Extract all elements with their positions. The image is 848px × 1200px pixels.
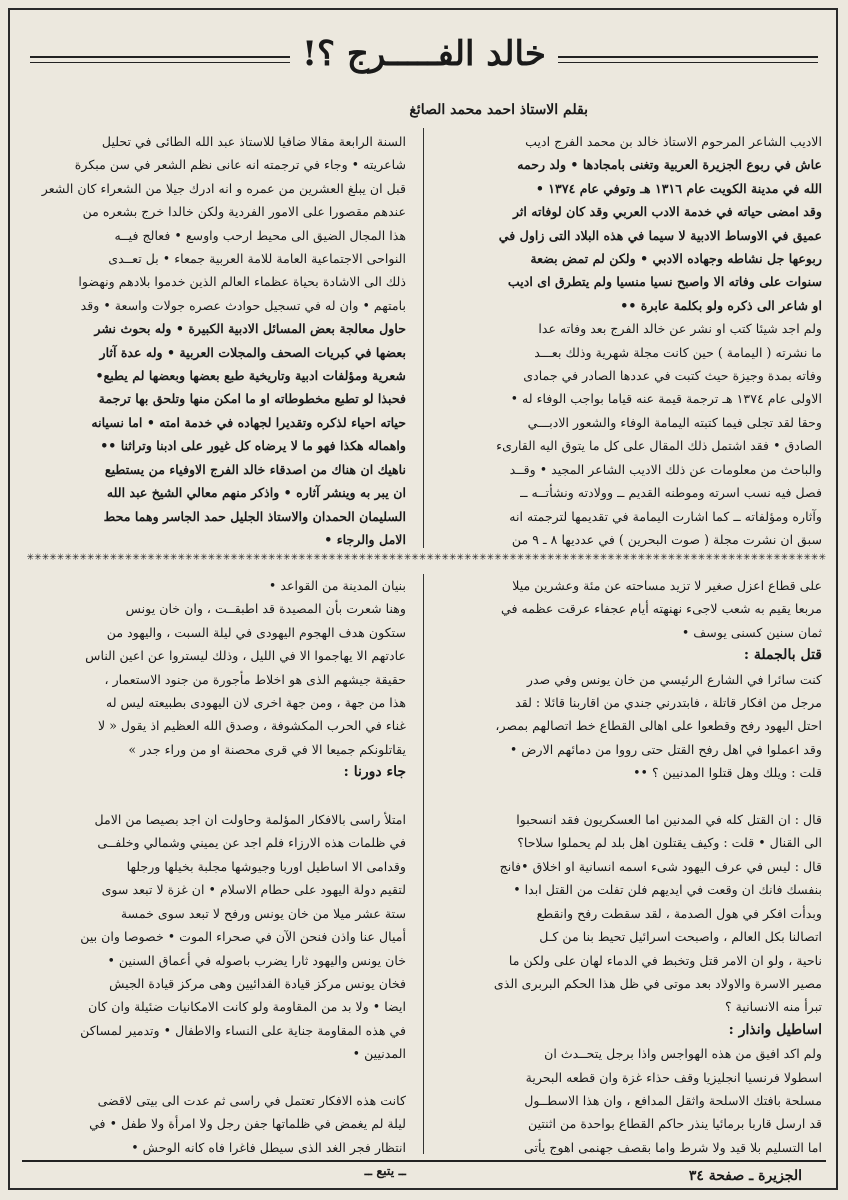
text-line: الاديب الشاعر المرحوم الاستاذ خالد بن محمد الفرج اديب — [525, 134, 822, 149]
text-line — [434, 785, 822, 808]
text-line: الامل والرجاء • — [324, 531, 406, 547]
text-line: اسطولا فرنسيا انجليزيا وقف حذاء غزة وان قطعه البحرية — [525, 1069, 822, 1085]
text-line: ان يبر به وينشر آثاره • واذكر منهم معالي الشيخ عبد الله — [106, 485, 406, 501]
text-line: امتلأ راسى بالافكار المؤلمة وحاولت ان اجد بصيصا من الامل — [94, 812, 406, 828]
text-line: وهنا شعرت بأن المصيدة قد اطبقــت ، وان خان يونس — [125, 601, 406, 617]
text-line: ايضا • ولا بد من المقاومة ولو كانت الامكانيات ضئيلة وان كان — [88, 999, 406, 1015]
text-line: كنت سائرا في الشارع الرئيسي من خان يونس وفي صدر — [526, 671, 822, 687]
text-line: وقد اعملوا في اهل رفح القتل حتى رووا من دمائهم الارض • — [509, 741, 822, 757]
text-line: وآثاره ومؤلفاته ــ كما اشارت اليمامة في تقديمها لترجمته انه — [509, 508, 822, 524]
article-title: خالد الفـــــرج ؟! — [302, 34, 546, 74]
title-rule-left-thin — [30, 62, 290, 63]
text-line: او شاعر الى ذكره ولو بكلمة عابرة •• — [620, 297, 822, 313]
section-heading: جاء دورنا : — [343, 764, 406, 781]
text-line: غناء في الحرب المكشوفة ، وصدق الله العظيم اذ يقول « لا — [98, 718, 406, 734]
text-line: سبق ان نشرت مجلة ( صوت البحرين ) في عدديها ٨ ـ ٩ من — [511, 531, 822, 547]
text-line: حاول معالجة بعض المسائل الادبية الكبيرة • وله بحوث نشر — [94, 321, 406, 337]
text-line: ولم اجد شيئا كتب او نشر عن خالد الفرج بعد وفاته عدا — [538, 321, 822, 337]
text-line: حقيقة جيشهم الذى هو اخلاط مأجورة من جنود الاستعمار ، — [104, 671, 406, 687]
text-line: مرجل من افكار قاتلة ، فابتدرني جندي من اقاربنا قائلا : لقد — [515, 695, 822, 711]
text-line: شعرية ومؤلفات ادبية وتاريخية طبع بعضها وبعضها لم يطبع• — [95, 368, 406, 384]
text-line: وقد امضى حياته في خدمة الادب العربي وقد كان لوفاته اثر — [512, 204, 822, 220]
title-block — [30, 30, 818, 86]
text-line: مسلحة بافتك الاسلحة واثقل المدافع ، وان هذا الاسطــول — [524, 1092, 822, 1108]
text-line: عميق في الاوساط الادبية لا سيما في هذه البلاد التى زاول في — [498, 227, 822, 243]
text-line: المدنيين • — [352, 1046, 406, 1062]
text-line: ما نشرته ( اليمامة ) حين كانت مجلة شهرية وذلك بعـــد — [534, 344, 822, 360]
text-line: ستكون هدف الهجوم اليهودى في ليلة السبت ، واليهود من — [106, 624, 406, 640]
text-line: ربوعها جل نشاطه وجهاده الادبي • ولكن لم تمض بضعة — [530, 251, 822, 267]
text-line: شاعريته • وجاء في ترجمته انه عانى نظم الشعر في سن مبكرة — [74, 157, 406, 173]
text-line: واهماله هكذا فهو ما لا يرضاه كل غيور على ادبنا وتراثنا •• — [100, 438, 406, 454]
section-divider: ✳✳✳✳✳✳✳✳✳✳✳✳✳✳✳✳✳✳✳✳✳✳✳✳✳✳✳✳✳✳✳✳✳✳✳✳✳✳✳✳✳✳✳✳✳✳✳✳✳✳✳✳✳✳✳✳✳✳✳✳✳✳✳✳✳✳✳✳✳✳✳✳✳✳✳✳✳✳✳✳✳✳✳✳✳✳✳✳✳✳✳✳✳✳✳✳✳✳✳✳✳✳✳✳✳✳ — [26, 553, 826, 563]
text-line: لتقيم دولة اليهود على حطام الاسلام • ان غزة لا تبعد سوى — [101, 882, 406, 898]
text-line: النواحى الاجتماعية العامة للامة العربية جمعاء • بل تعــدى — [108, 251, 406, 267]
bottom-right-column — [434, 574, 822, 1159]
text-line: بامتهم • وان له في تسجيل حوادث عصره جولات واسعة • وقد — [80, 297, 406, 313]
text-line: هذا المجال الضيق الى محيط ارحب واوسع • فعالج فيــه — [114, 227, 406, 243]
section-heading: اساطيل وانذار : — [728, 1021, 822, 1038]
text-line: قال : ان القتل كله في المدنين اما العسكريون فقد انسحبوا — [516, 812, 822, 828]
text-line: اتصالنا بكل العالم ، واصبحت اسرائيل تحيط بنا من كـل — [539, 929, 822, 945]
section-heading: قتل بالجملة : — [743, 647, 822, 664]
text-line: قال : ليس في عرف اليهود شىء اسمه انسانية او اخلاق •فانج — [499, 858, 822, 874]
text-line: أميال عنا واذن فنحن الآن في صحراء الموت • خصوصا وان بين — [80, 929, 406, 945]
text-line: ذلك الى الاشادة بحياة عظماء العالم الذين خدموا بلادهم ونهضوا — [78, 274, 406, 290]
text-line: قبل ان يبلغ العشرين من عمره و انه ادرك جيلا من الشعراء كان الشعر — [41, 180, 406, 196]
text-line: وبدأت افكر في هول الصدمة ، لقد سقطت رفح وانقطع — [536, 905, 822, 921]
bottom-left-column — [18, 574, 406, 1183]
top-right-column — [434, 130, 822, 551]
text-line: الى القنال • قلت : وكيف يقتلون اهل بلد لم يحملوا سلاحا؟ — [517, 835, 822, 851]
text-line: في ظلمات هذه الارزاء فلم اجد عن يميني وشمالي وخلفــى — [97, 835, 406, 851]
top-left-column — [18, 130, 406, 551]
text-line: قد ارسل قاربا برمائيا ينذر حاكم القطاع بواحدة من اثنتين — [527, 1116, 822, 1132]
footer-label: الجزيرة ـ صفحة ٣٤ — [688, 1168, 802, 1184]
text-line: في هذه المقاومة جناية على النساء والاطفال • وتدمير لمساكن — [80, 1022, 406, 1038]
text-line: بنفسك فانك ان وقعت في ايديهم فلن تفلت من القتل ابدا • — [513, 882, 822, 898]
text-line: فصل فيه نسب اسرته وموطنه القديم ــ وولادته ونشأتــه ــ — [520, 485, 822, 501]
text-line: عاش في ربوع الجزيرة العربية وتغنى بامجادها • ولد رحمه — [517, 157, 822, 173]
text-line: هذا من جهة ، ومن جهة اخرى لان اليهودى بطبيعته ليس له — [105, 695, 406, 711]
text-line: وقدامى الا اساطيل اوربا وجيوشها مجلبة بخيلها ورجلها — [126, 858, 406, 874]
page-footer — [22, 1160, 826, 1186]
text-line: ناحية ، ولو ان الامر قتل وتخبط في الدماء لهان على ولكن ما — [508, 952, 822, 968]
text-line: السليمان الحمدان والاستاذ الجليل حمد الجاسر وهما محط — [103, 508, 406, 524]
text-line: مربعا يقيم به شعب لاجىء نهنهته أيام عجفاء عرقت عظمه في — [501, 601, 822, 617]
text-line: السنة الرابعة مقالا ضافيا للاستاذ عبد الله الطائى في تحليل — [101, 134, 406, 149]
text-line: الاولى عام ١٣٧٤ هـ ترجمة قيمة عنه قياما بواجب الوفاء له • — [510, 391, 822, 407]
text-line: فحبذا لو تطبع مخطوطاته او ما امكن منها وتلحق بها ترجمة — [98, 391, 406, 407]
text-line: عادتهم الا يهاجموا الا في الليل ، وذلك ليستروا عن اعين الناس — [85, 648, 406, 664]
text-line: خان يونس واليهود ثارا يضرب باصوله في أعماق السنين • — [107, 952, 406, 968]
text-line: ولم اكد افيق من هذه الهواجس واذا برجل يتحــدث ان — [544, 1046, 822, 1062]
title-rule-left — [30, 56, 290, 58]
text-line: وفاته بمدة وجيزة حيث كتبت في عددها الصادر في جمادى — [523, 368, 822, 384]
text-line: تبرأ منه الانسانية ؟ — [724, 999, 822, 1015]
text-line: احتل اليهود رفح وقطعوا على اهالى القطاع خط اتصالهم بمصر، — [495, 718, 822, 734]
text-line: ناهيك ان هناك من اصدقاء خالد الفرج الاوفياء من يستطيع — [104, 461, 406, 477]
text-line: بنيان المدينة من القواعد • — [268, 578, 406, 593]
text-line: قلت : ويلك وهل قتلوا المدنيين ؟ •• — [633, 765, 822, 781]
text-line: عندهم مقصورا على الامور الفردية ولكن خالدا خرج بشعره من — [82, 204, 406, 220]
text-line: ليلة لم يغمض في ظلماتها جفن رجل ولا امرأة ولا طفل • في — [89, 1116, 406, 1132]
text-line: والباحث من معلومات عن ذلك الاديب الشاعر المجيد • وقــد — [509, 461, 822, 477]
text-line: فخان يونس مركز قيادة الفدائيين وهى مركز قيادة الجيش — [109, 975, 406, 991]
text-line: على قطاع اعزل صغير لا تزيد مساحته عن مئة وعشرين ميلا — [512, 578, 822, 593]
column-separator-top — [423, 128, 424, 548]
text-line — [18, 785, 406, 808]
text-line: ستة عشر ميلا من خان يونس ورفح لا تبعد سوى خمسة — [120, 905, 406, 921]
text-line: يقاتلونكم جميعا الا في قرى محصنة او من وراء جدر » — [128, 741, 406, 757]
text-line: مصير الاسرة والاولاد بعد موتى في ظل هذا الحكم البربرى الذى — [493, 975, 822, 991]
text-line: الله في مدينة الكويت عام ١٣١٦ هـ وتوفي عام ١٣٧٤ • — [535, 180, 822, 196]
text-line: بعضها في كبريات الصحف والمجلات العربية • وله عدة آثار — [99, 344, 406, 360]
title-rule-right — [558, 56, 818, 58]
text-line — [18, 1066, 406, 1089]
text-line: ثمان سنين كسنى يوسف • — [681, 624, 822, 640]
column-separator-bottom — [423, 574, 424, 1154]
text-line: حياته احياء لذكره وتقديرا لجهاده في خدمة امته • اما نسيانه — [91, 414, 406, 430]
byline: بقلم الاستاذ احمد محمد الصائغ — [409, 102, 588, 118]
text-line: كانت هذه الافكار تعتمل في راسى ثم عدت الى بيتى لاقضى — [97, 1092, 406, 1108]
text-line: انتظار فجر الغد الذى سيطل فاغرا فاه كانه الوحش • — [131, 1139, 406, 1155]
text-line: سنوات على وفاته الا واصبح نسيا منسيا ولم يتطرق اى اديب — [507, 274, 822, 290]
text-line: ــ يتبع ــ — [364, 1163, 406, 1179]
title-rule-right-thin — [558, 62, 818, 63]
text-line: اما التسليم بلا قيد ولا شرط واما بقصف جهنمى اهوج يأتى — [524, 1139, 822, 1155]
text-line: الصادق • فقد اشتمل ذلك المقال على كل ما يتوق اليه القارىء — [496, 438, 822, 454]
text-line: وحقا لقد تجلى فيما كتبته اليمامة الوفاء والشعور الادبـــي — [527, 414, 822, 430]
